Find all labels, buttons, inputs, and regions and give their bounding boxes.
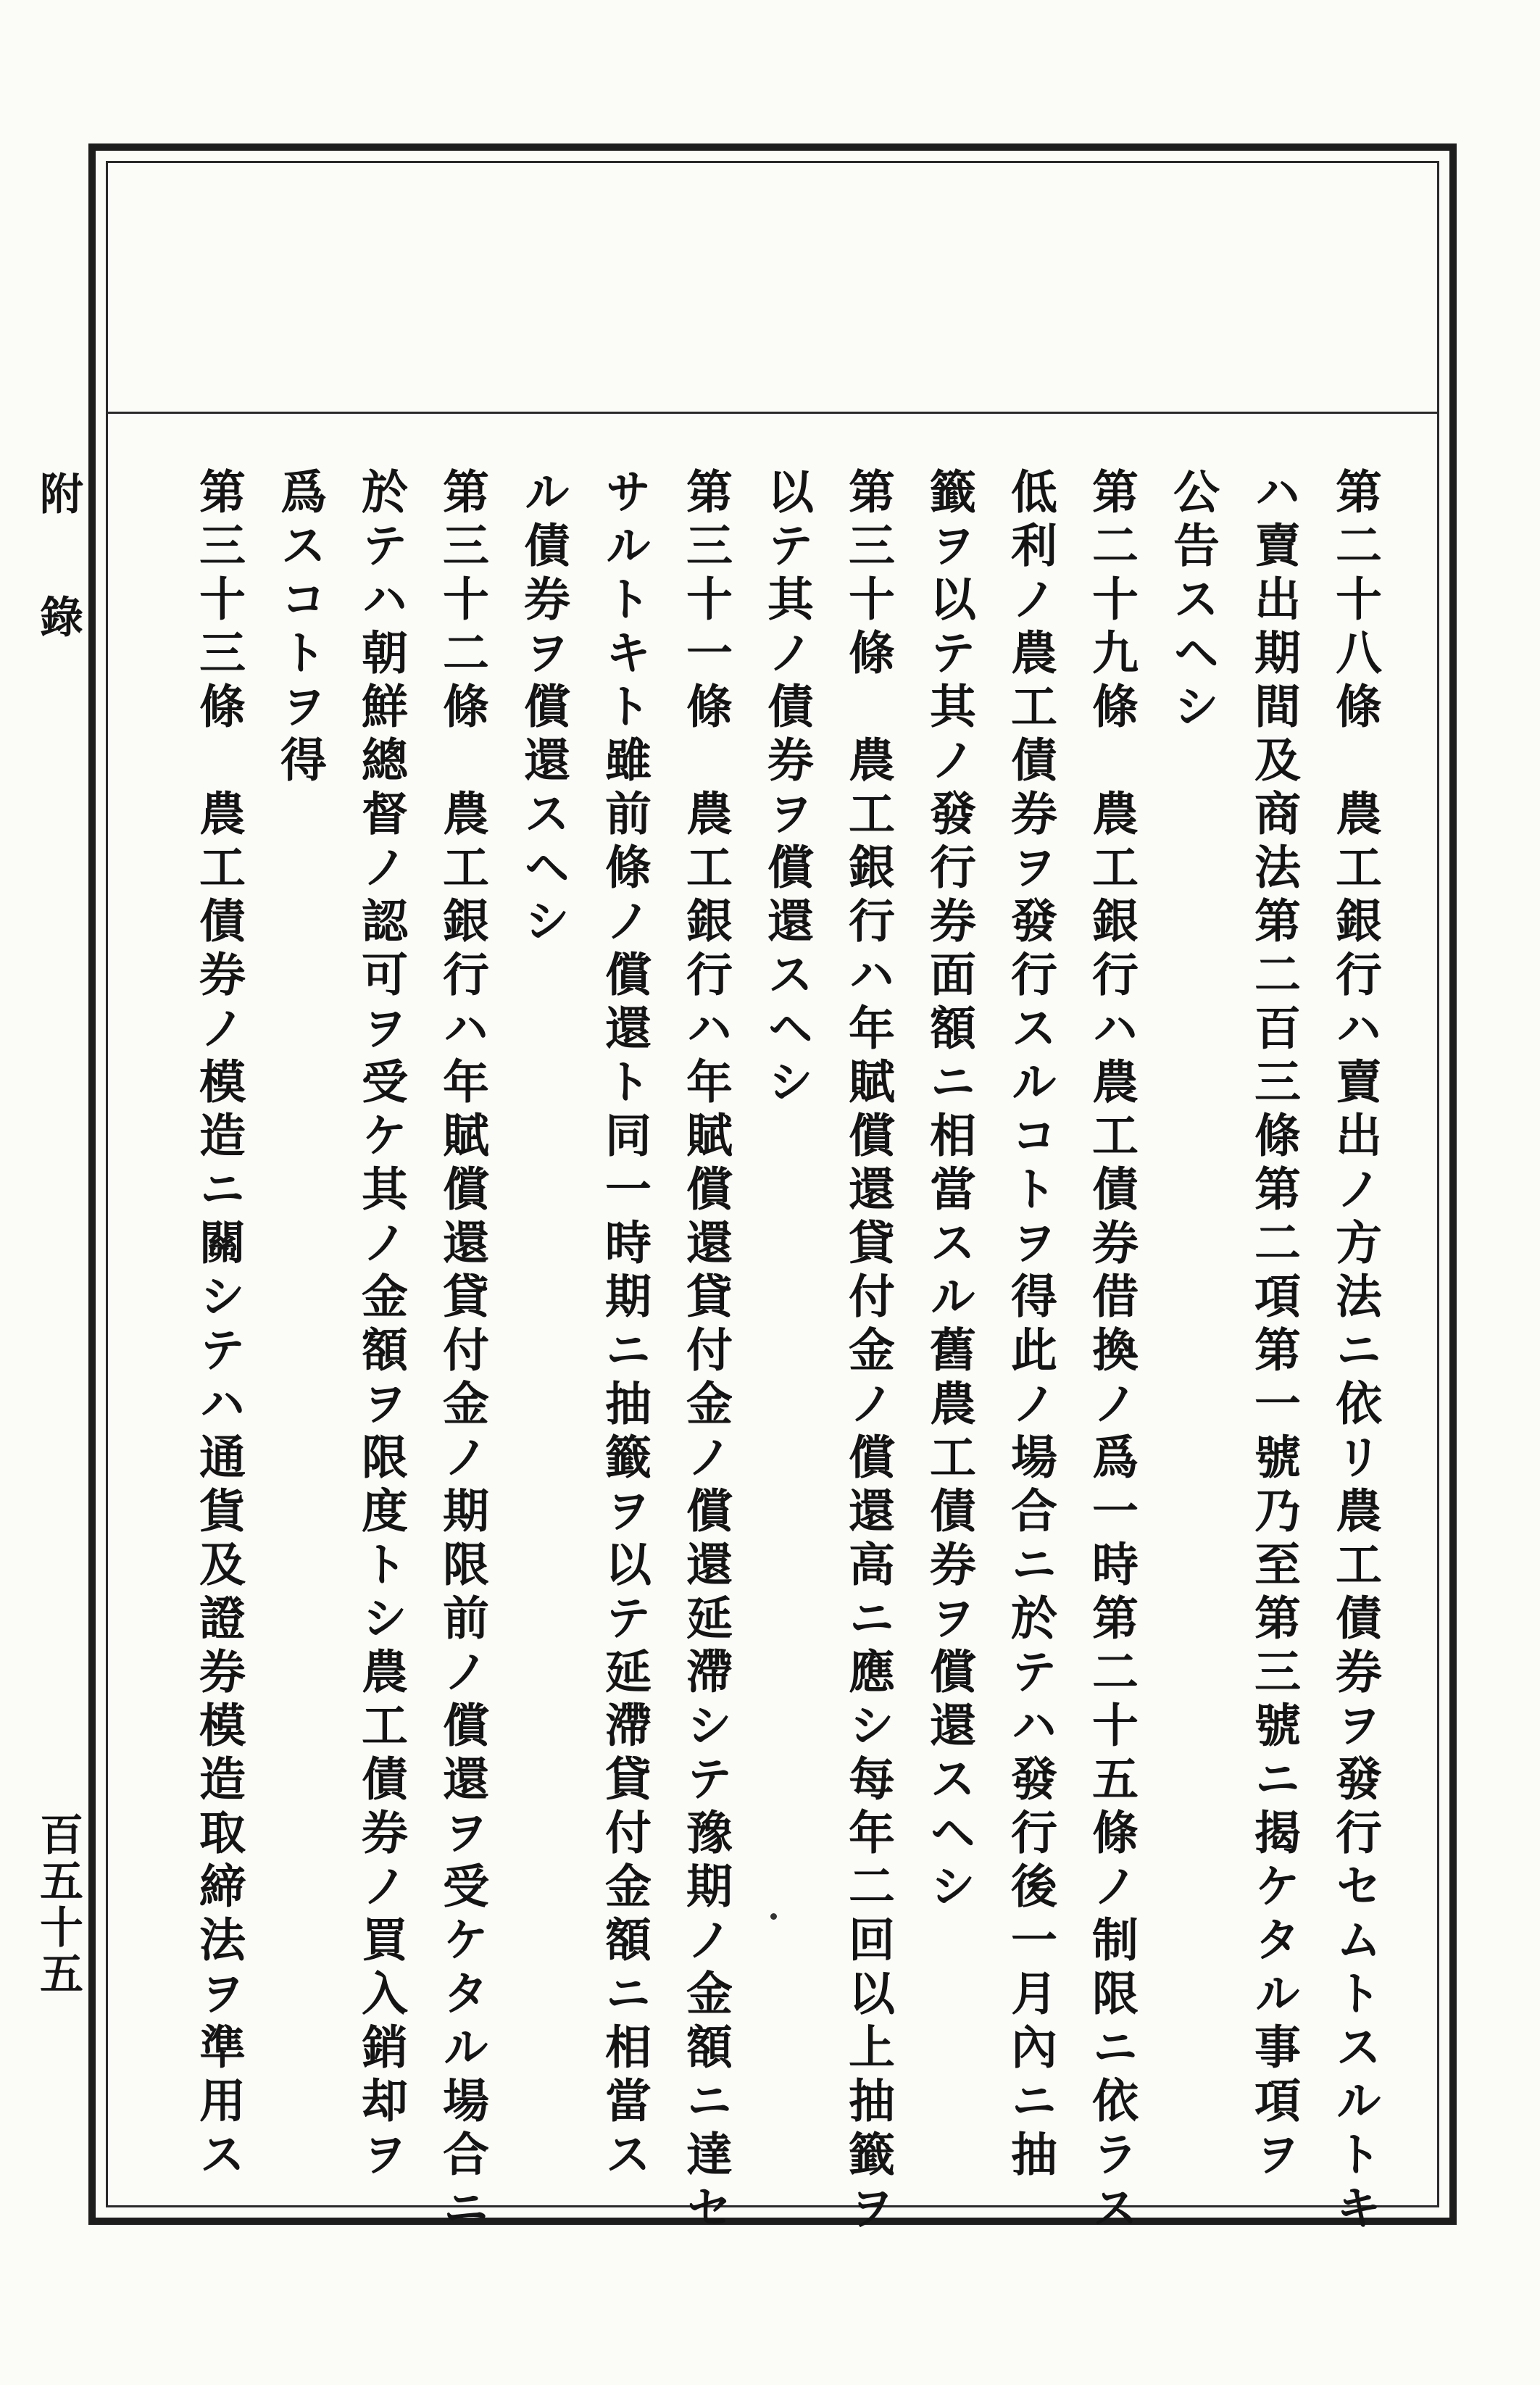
article-31-line-2: サルトキト雖前條ノ償還ト同一時期ニ抽籤ヲ以テ延滯貸付金額ニ相當ス	[597, 467, 652, 2184]
article-30-line-2: 以テ其ノ債券ヲ償還スヘシ	[759, 467, 814, 1111]
page-number: 百五十五	[33, 1812, 83, 1997]
article-29-line-3: 籤ヲ以テ其ノ發行券面額ニ相當スル舊農工債券ヲ償還スヘシ	[922, 467, 976, 1915]
article-28-line-1: 第二十八條 農工銀行ハ賣出ノ方法ニ依リ農工債券ヲ發行セムトスルトキ	[1328, 467, 1382, 2237]
article-29-line-2: 低利ノ農工債券ヲ發行スルコトヲ得此ノ場合ニ於テハ發行後一月內ニ抽	[1003, 467, 1057, 2184]
article-31-line-3: ル債券ヲ償還スヘシ	[516, 467, 570, 950]
article-30-line-1: 第三十條 農工銀行ハ年賦償還貸付金ノ償還高ニ應シ每年二回以上抽籤ヲ	[841, 467, 895, 2237]
ink-speck	[770, 1913, 777, 1920]
article-28-line-3: 公告スヘシ	[1165, 467, 1220, 736]
article-31-line-1: 第三十一條 農工銀行ハ年賦償還貸付金ノ償還延滯シテ豫期ノ金額ニ達セ	[678, 467, 733, 2237]
margin-section-label: 附錄	[33, 471, 83, 717]
article-32-line-2: 於テハ朝鮮總督ノ認可ヲ受ケ其ノ金額ヲ限度トシ農工債券ノ買入銷却ヲ	[354, 467, 408, 2184]
article-32-line-1: 第三十二條 農工銀行ハ年賦償還貸付金ノ期限前ノ償還ヲ受ケタル場合ニ	[435, 467, 489, 2237]
article-29-line-1: 第二十九條 農工銀行ハ農工債券借換ノ爲一時第二十五條ノ制限ニ依ラス	[1084, 467, 1139, 2237]
article-28-line-2: ハ賣出期間及商法第二百三條第二項第一號乃至第三號ニ揭ケタル事項ヲ	[1246, 467, 1301, 2184]
head-note-area	[108, 163, 1437, 412]
article-33-line-1: 第三十三條 農工債券ノ模造ニ關シテハ通貨及證券模造取締法ヲ準用ス	[191, 467, 246, 2184]
head-note-divider	[108, 412, 1437, 414]
article-32-line-3: 爲スコトヲ得	[272, 467, 327, 789]
